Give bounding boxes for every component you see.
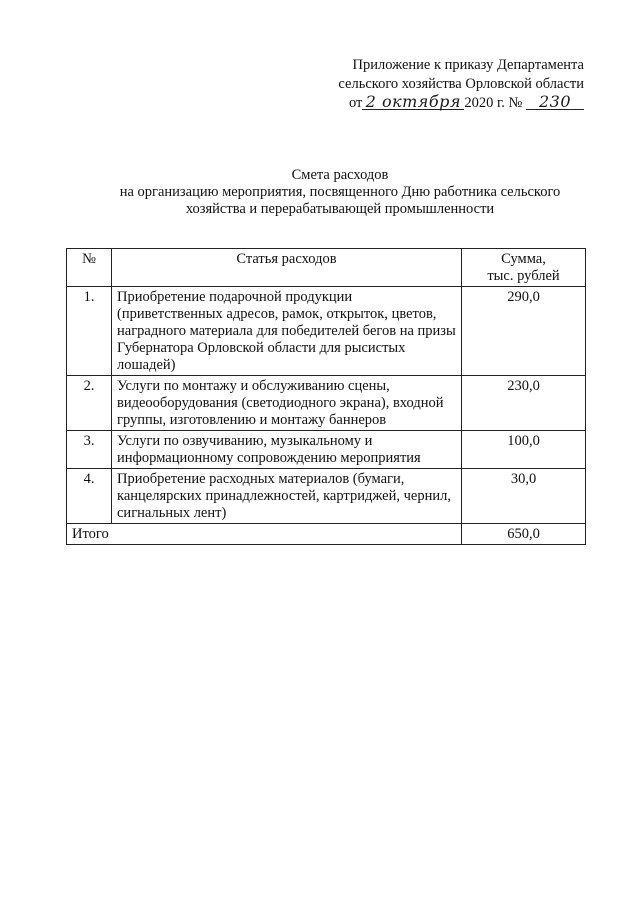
title-line-2: на организацию мероприятия, посвященного Дню работника сельского	[119, 184, 561, 200]
row-sum: 30,0	[462, 469, 586, 524]
row-num: 4.	[67, 469, 112, 524]
row-item: Приобретение подарочной продукции (приветственных адресов, рамок, открыток, цветов, наградного материала для победителей бегов на призы Губернатора Орловской области для рысистых лошадей)	[112, 287, 462, 376]
appendix-date-line	[300, 94, 584, 113]
table-header-row	[67, 249, 586, 287]
table-row	[67, 376, 586, 431]
row-sum: 230,0	[462, 376, 586, 431]
header-sum-line-2: тыс. рублей	[487, 268, 560, 284]
row-item: Услуги по озвучиванию, музыкальному и информационному сопровождению мероприятия	[112, 431, 462, 469]
expense-table	[66, 248, 586, 545]
row-item: Приобретение расходных материалов (бумаги, канцелярских принадлежностей, картриджей, чернил, сигнальных лент)	[112, 469, 462, 524]
date-suffix: 2020 г. №	[464, 95, 523, 111]
table-row	[67, 287, 586, 376]
appendix-line-1: Приложение к приказу Департамента	[352, 57, 584, 73]
row-sum: 290,0	[462, 287, 586, 376]
header-sum-line-1: Сумма,	[501, 251, 546, 267]
handwritten-order-number: 230	[526, 94, 584, 110]
handwritten-date: 2 октября	[362, 94, 464, 110]
row-num: 1.	[67, 287, 112, 376]
row-num: 3.	[67, 431, 112, 469]
date-prefix: от	[348, 95, 363, 111]
row-sum: 100,0	[462, 431, 586, 469]
table-row	[67, 469, 586, 524]
document-title	[60, 167, 620, 218]
row-item: Услуги по монтажу и обслуживанию сцены, видеооборудования (светодиодного экрана), входной группы, изготовлению и монтажу баннеров	[112, 376, 462, 431]
appendix-header	[300, 56, 584, 113]
row-num: 2.	[67, 376, 112, 431]
total-row	[67, 524, 586, 545]
header-sum	[462, 249, 586, 287]
title-line-3: хозяйства и перерабатывающей промышленности	[185, 201, 495, 217]
table-row	[67, 431, 586, 469]
total-label: Итого	[67, 524, 462, 545]
header-num: №	[67, 249, 112, 287]
title-line-1: Смета расходов	[291, 167, 389, 183]
appendix-line-2: сельского хозяйства Орловской области	[338, 76, 584, 92]
total-sum: 650,0	[462, 524, 586, 545]
header-item: Статья расходов	[112, 249, 462, 287]
